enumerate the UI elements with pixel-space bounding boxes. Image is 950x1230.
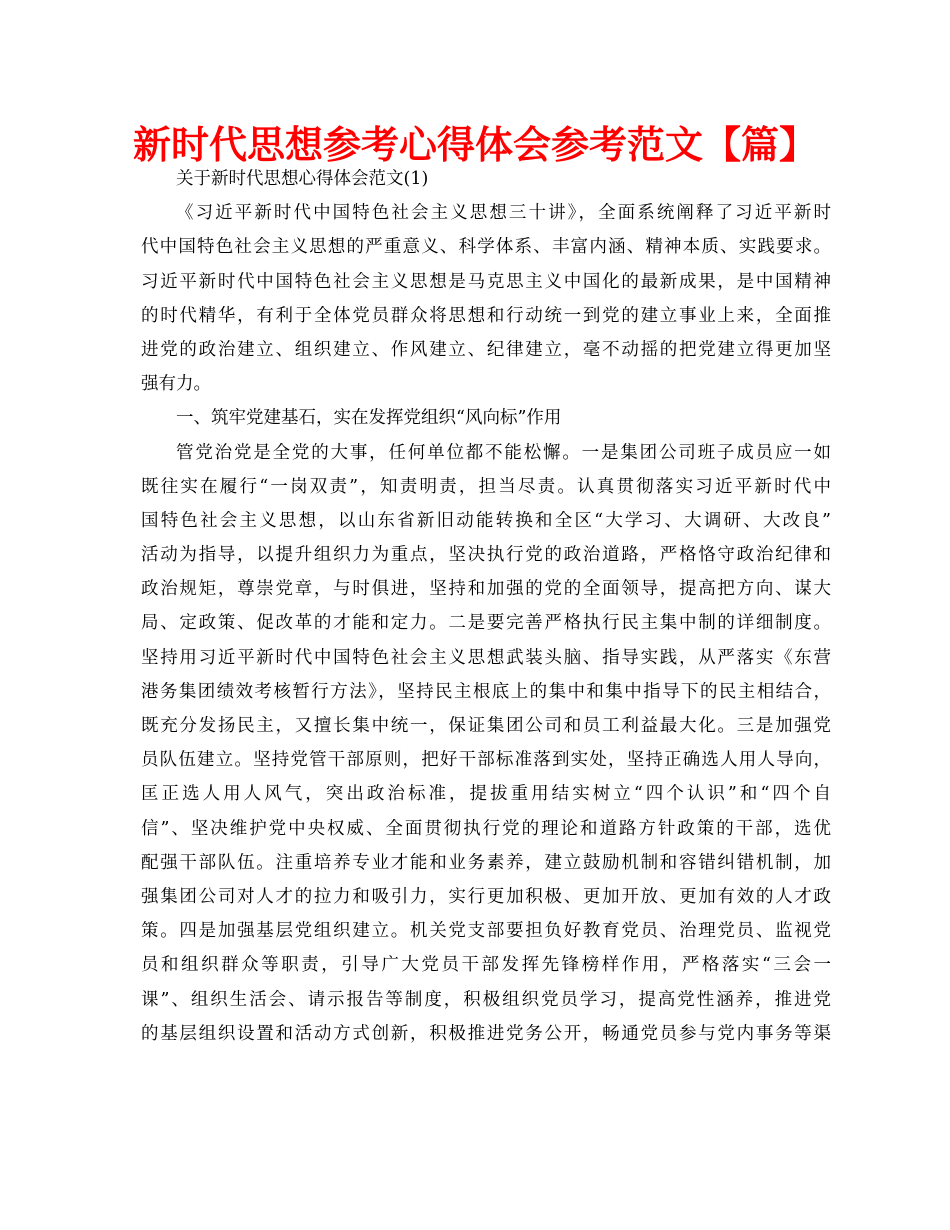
paragraph-line: 代中国特色社会主义思想的严重意义、科学体系、丰富内涵、精神本质、实践要求。 (141, 237, 831, 258)
paragraph-line: 课”、组织生活会、请示报告等制度，积极组织党员学习，提高党性涵养，推进党 (141, 989, 831, 1010)
paragraph-line: 港务集团绩效考核暂行方法》，坚持民主根底上的集中和集中指导下的民主相结合， (141, 681, 831, 702)
paragraph-line: 既充分发扬民主，又擅长集中统一，保证集团公司和员工利益最大化。三是加强党 (141, 716, 831, 736)
subtitle-line: 关于新时代思想心得体会范文(1) (176, 169, 429, 189)
paragraph-line: 信”、坚决维护党中央权威、全面贯彻执行党的理论和道路方针政策的干部，选优 (141, 818, 831, 839)
paragraph-line: 的时代精华，有利于全体党员群众将思想和行动统一到党的建立事业上来，全面推 (141, 305, 831, 326)
paragraph-line: 《习近平新时代中国特色社会主义思想三十讲》，全面系统阐释了习近平新时 (176, 203, 831, 224)
paragraph-line: 局、定政策、促改革的才能和定力。二是要完善严格执行民主集中制的详细制度。 (141, 613, 831, 634)
section-heading: 一、筑牢党建基石，实在发挥党组织“风向标”作用 (176, 408, 562, 429)
paragraph-line: 国特色社会主义思想，以山东省新旧动能转换和全区“大学习、大调研、大改良” (141, 510, 831, 531)
paragraph-line: 策。四是加强基层党组织建立。机关党支部要担负好教育党员、治理党员、监视党 (141, 921, 831, 942)
paragraph-line: 员和组织群众等职责，引导广大党员干部发挥先锋榜样作用，严格落实“三会一 (141, 955, 831, 976)
paragraph-line: 进党的政治建立、组织建立、作风建立、纪律建立，毫不动摇的把党建立得更加坚 (141, 339, 831, 360)
paragraph-line: 员队伍建立。坚持党管干部原则，把好干部标准落到实处，坚持正确选人用人导向， (141, 750, 831, 771)
paragraph-line: 习近平新时代中国特色社会主义思想是马克思主义中国化的最新成果，是中国精神 (141, 271, 831, 292)
paragraph-line: 的基层组织设置和活动方式创新，积极推进党务公开，畅通党员参与党内事务等渠 (141, 1023, 831, 1044)
paragraph-line: 政治规矩，尊崇党章，与时俱进，坚持和加强的党的全面领导，提高把方向、谋大 (141, 579, 831, 600)
paragraph-line: 配强干部队伍。注重培养专业才能和业务素养，建立鼓励机制和容错纠错机制，加 (141, 852, 831, 873)
paragraph-line: 匡正选人用人风气，突出政治标准，提拔重用结实树立“四个认识”和“四个自 (141, 784, 831, 805)
document-title: 新时代思想参考心得体会参考范文【篇】 (132, 123, 817, 167)
paragraph-line: 坚持用习近平新时代中国特色社会主义思想武装头脑、指导实践，从严落实《东营 (141, 647, 831, 668)
document-body (141, 162, 831, 1051)
paragraph-line: 既往实在履行“一岗双责”，知责明责，担当尽责。认真贯彻落实习近平新时代中 (141, 476, 831, 497)
paragraph-line: 强有力。 (141, 374, 211, 395)
paragraph-line: 管党治党是全党的大事，任何单位都不能松懈。一是集团公司班子成员应一如 (176, 442, 831, 463)
paragraph-line: 强集团公司对人才的拉力和吸引力，实行更加积极、更加开放、更加有效的人才政 (141, 886, 831, 907)
paragraph-line: 活动为指导，以提升组织力为重点，坚决执行党的政治道路，严格恪守政治纪律和 (141, 545, 831, 566)
